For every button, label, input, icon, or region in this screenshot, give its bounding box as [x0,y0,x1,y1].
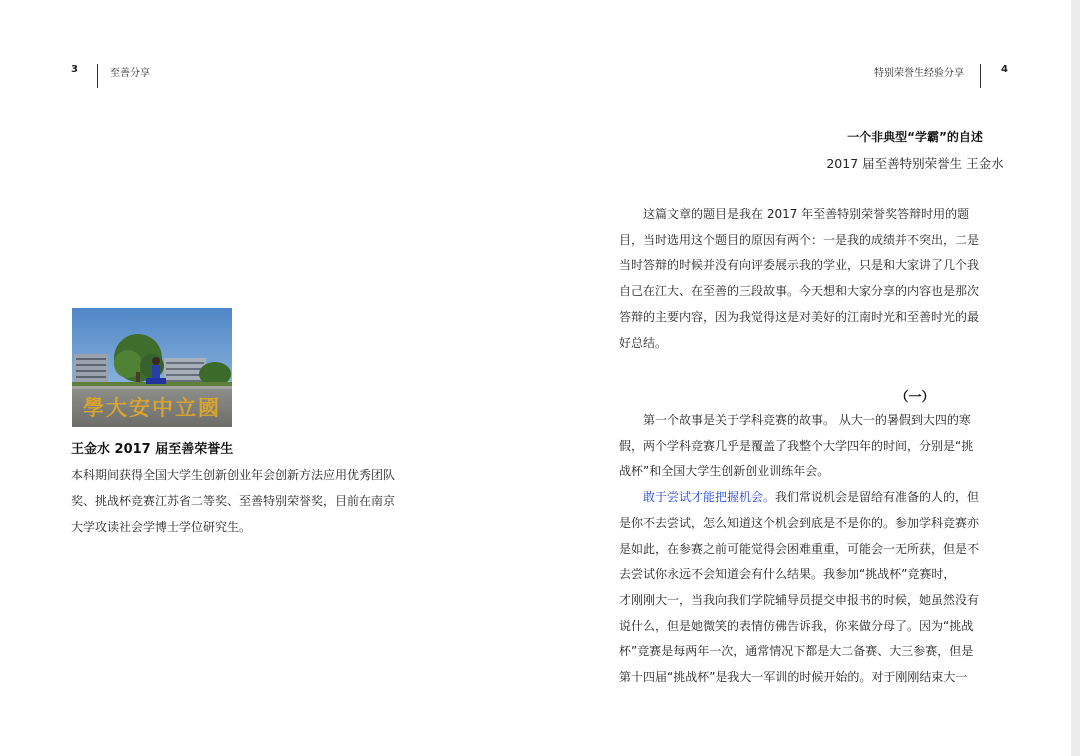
highlight-phrase: 敢于尝试才能把握机会。 [643,490,776,505]
paragraph-line: 当时答辩的时候并没有向评委展示我的学业，只是和大家讲了几个我 [619,258,980,273]
intro-paragraph [619,202,1009,356]
scrollbar-strip[interactable] [1071,0,1080,756]
paragraph-line: 这篇文章的题目是我在 2017 年至善特别荣誉奖答辩时用的题 [643,207,970,221]
paragraph-line: 第十四届“挑战杯”是我大一军训的时候开始的。对于刚刚结束大一 [619,670,968,685]
paragraph-line: 杯”竞赛是每两年一次，通常情况下都是大二备赛、大三参赛，但是 [619,644,974,659]
paragraph-line: 战杯”和全国大学生创新创业训练年会。 [619,464,830,479]
bio-line: 奖、挑战杯竞赛江苏省二等奖、至善特别荣誉奖，目前在南京 [71,494,396,508]
left-header-title: 至善分享 [110,68,150,79]
article-subtitle: 2017 届至善特别荣誉生 王金水 [826,156,1004,171]
bio-name: 王金水 2017 届至善荣誉生 [71,442,234,457]
photo-student-stone-inscription [72,308,232,427]
highlight-rest: 我们常说机会是留给有准备的人的，但 [775,490,980,505]
paragraph-line: 第一个故事是关于学科竞赛的故事。 从大一的暑假到大四的寒 [643,413,971,427]
right-header-title: 特别荣誉生经验分享 [874,68,964,79]
paragraph-line: 去尝试你永远不会知道会有什么结果。我参加“挑战杯”竞赛时， [619,567,956,582]
right-page [540,0,1071,756]
paragraph-line-highlighted [619,485,1009,511]
left-page-number: 3 [71,64,78,75]
left-header-divider [97,64,98,88]
right-header-divider [980,64,981,88]
paragraph-line: 说什么，但是她微笑的表情仿佛告诉我，你来做分母了。因为“挑战 [619,618,974,633]
bio-line: 大学攻读社会学博士学位研究生。 [71,520,252,534]
paragraph-line: 是如此，在参赛之前可能觉得会困难重重，可能会一无所获，但是不 [619,541,980,556]
bio-line: 本科期间获得全国大学生创新创业年会创新方法应用优秀团队 [71,468,396,482]
stone-inscription: 學大安中立國 [83,395,221,420]
paragraph-line: 才刚刚大一，当我向我们学院辅导员提交申报书的时候，她虽然没有 [619,592,980,607]
right-page-number: 4 [1001,64,1008,75]
paragraph-line: 目，当时选用这个题目的原因有两个：一是我的成绩并不突出，二是 [619,232,980,247]
paragraph-line: 假，两个学科竞赛几乎是覆盖了我整个大学四年的时间，分别是“挑 [619,438,974,453]
paragraph-line: 答辩的主要内容，因为我觉得这是对美好的江南时光和至善时光的最 [619,309,980,324]
article-title: 一个非典型“学霸”的自述 [847,130,983,144]
paragraph-line: 自己在江大、在至善的三段故事。今天想和大家分享的内容也是那次 [619,284,980,299]
story-paragraph [619,408,1009,691]
paragraph-line: 是你不去尝试，怎么知道这个机会到底是不是你的。参加学科竞赛亦 [619,515,980,530]
section-heading: （一） [895,390,935,405]
bio-text [71,462,431,540]
paragraph-line: 好总结。 [619,335,668,350]
